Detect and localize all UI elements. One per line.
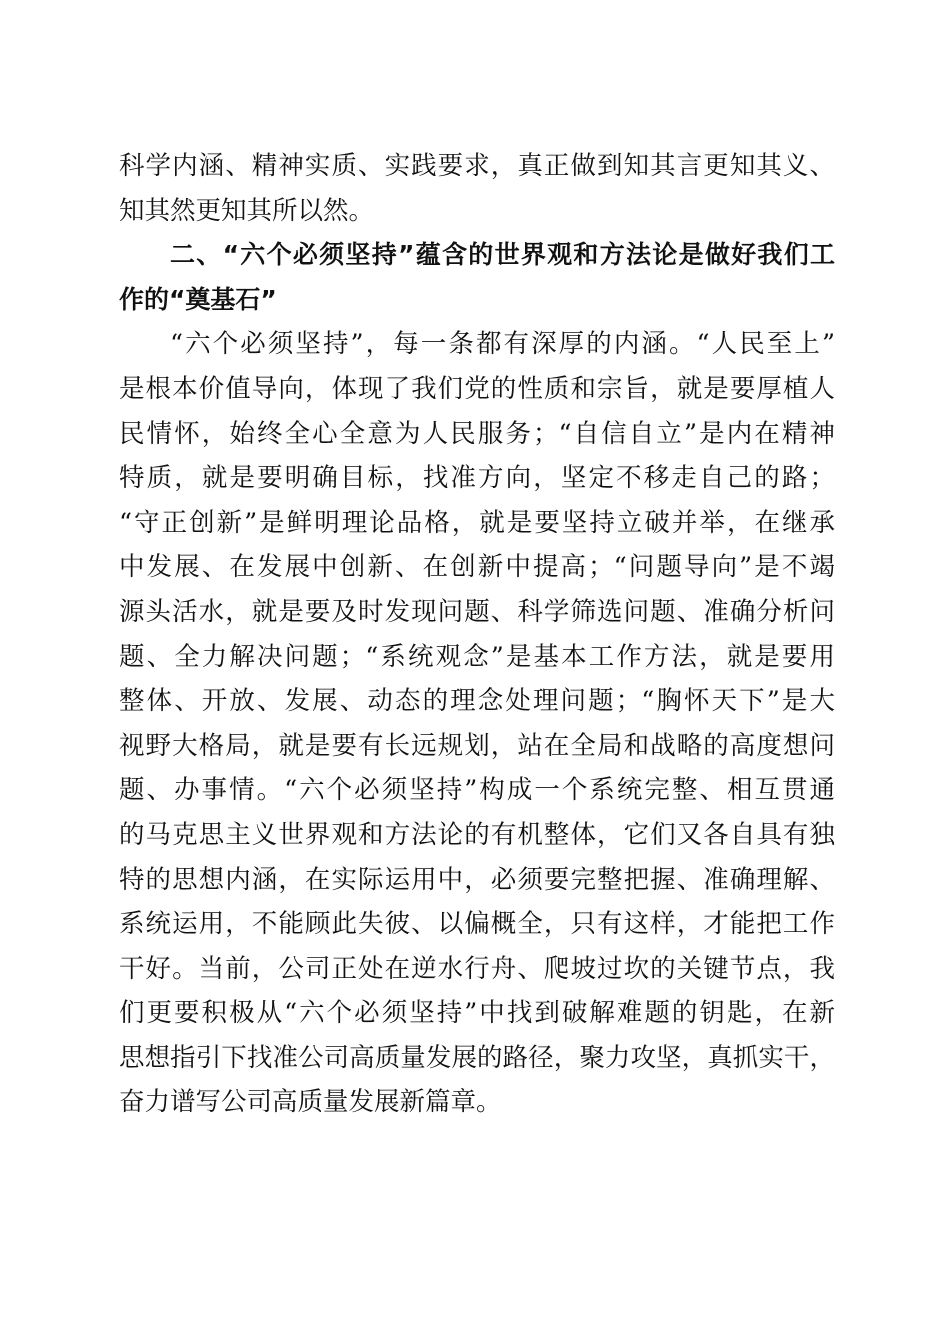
text-line: 视野大格局，就是要有长远规划，站在全局和战略的高度想问 (119, 730, 835, 761)
text-line: 整体、开放、发展、动态的理念处理问题；“胸怀天下”是大 (119, 686, 835, 717)
text-line: 的马克思主义世界观和方法论的有机整体，它们又各自具有独 (119, 819, 835, 850)
text-line: 题、全力解决问题；“系统观念”是基本工作方法，就是要用 (119, 641, 835, 672)
text-line: 题、办事情。“六个必须坚持”构成一个系统完整、相互贯通 (119, 775, 835, 806)
text-line: 系统运用，不能顾此失彼、以偏概全，只有这样，才能把工作 (119, 909, 835, 940)
paragraph-continuation (119, 144, 835, 233)
text-line: 思想指引下找准公司高质量发展的路径，聚力攻坚，真抓实干， (119, 1042, 835, 1073)
text-line: 是根本价值导向，体现了我们党的性质和宗旨，就是要厚植人 (119, 373, 835, 404)
text-line: “守正创新”是鲜明理论品格，就是要坚持立破并举，在继承 (119, 507, 835, 538)
text-line: 奋力谱写公司高质量发展新篇章。 (119, 1087, 502, 1118)
text-line: 科学内涵、精神实质、实践要求，真正做到知其言更知其义、 (119, 151, 835, 181)
heading-line: 作的“奠基石” (119, 284, 277, 314)
text-line: 干好。当前，公司正处在逆水行舟、爬坡过坎的关键节点，我 (119, 953, 835, 984)
text-line: 中发展、在发展中创新、在创新中提高；“问题导向”是不竭 (119, 552, 835, 583)
section-heading (119, 233, 835, 322)
text-line: “六个必须坚持”，每一条都有深厚的内涵。“人民至上” (170, 329, 835, 360)
document-body (119, 144, 835, 1125)
text-line: 特的思想内涵，在实际运用中，必须要完整把握、准确理解、 (119, 864, 835, 895)
text-line: 们更要积极从“六个必须坚持”中找到破解难题的钥匙，在新 (119, 998, 835, 1029)
text-line: 民情怀，始终全心全意为人民服务；“自信自立”是内在精神 (119, 418, 835, 449)
body-paragraph (119, 322, 835, 1125)
text-line: 源头活水，就是要及时发现问题、科学筛选问题、准确分析问 (119, 596, 835, 627)
heading-line: 二、“六个必须坚持”蕴含的世界观和方法论是做好我们工 (170, 240, 835, 270)
text-line: 特质，就是要明确目标，找准方向，坚定不移走自己的路； (119, 463, 835, 494)
text-line: 知其然更知其所以然。 (119, 195, 375, 226)
